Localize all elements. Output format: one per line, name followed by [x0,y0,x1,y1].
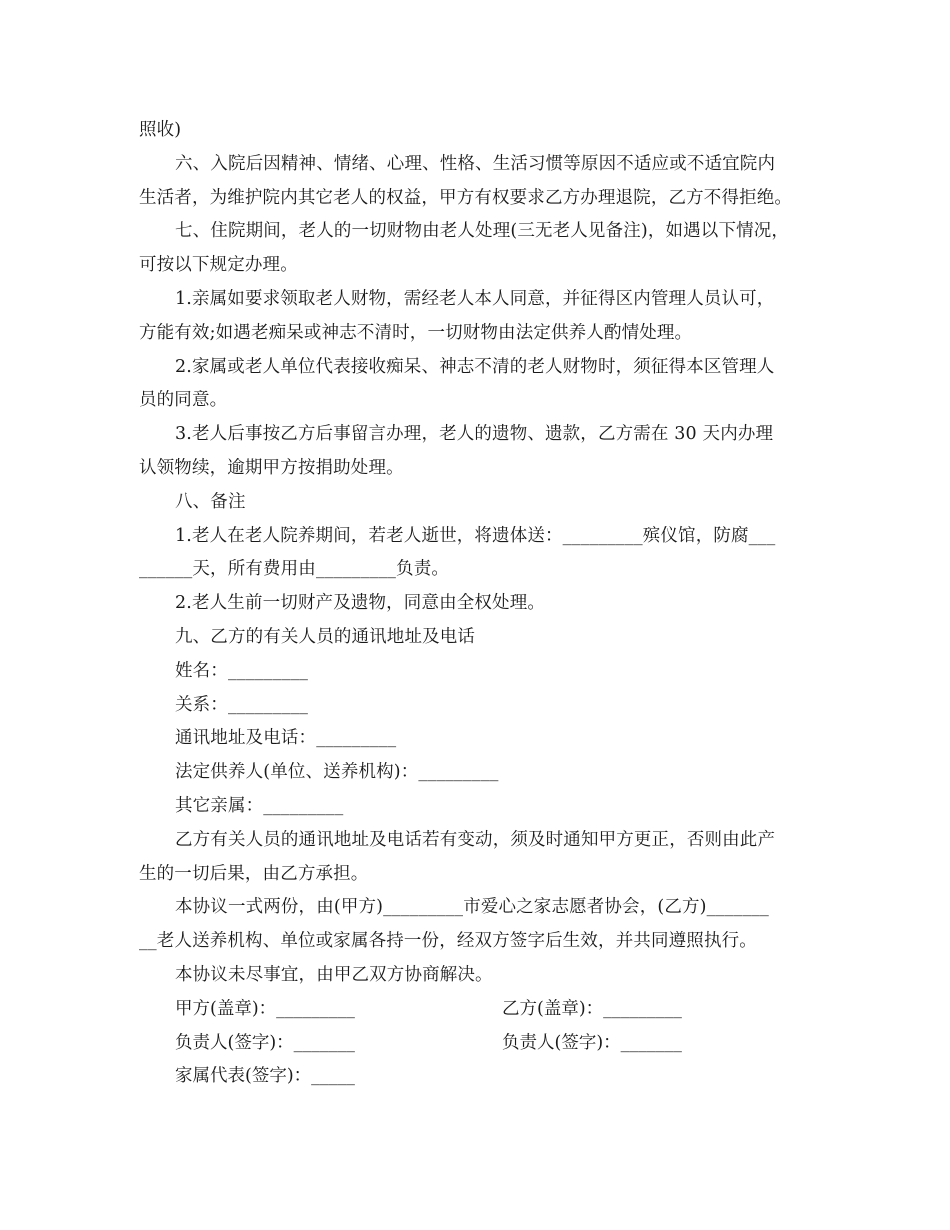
text-line: 认领物续，逾期甲方按捐助处理。 [139,457,404,478]
relation-field-line: 关系：_________ [175,694,309,715]
party-b-seal: 乙方(盖章)：_________ [502,998,682,1019]
party-b-responsible-signature: 负责人(签字)：_______ [502,1032,682,1053]
responsible-signature-row [139,1027,821,1061]
clause-7-item-2: 2.家属或老人单位代表接收痴呆、神志不清的老人财物时，须征得本区管理人 [175,356,775,377]
clause-9-heading: 九、乙方的有关人员的通讯地址及电话 [175,626,476,647]
clause-6-line: 六、入院后因精神、情绪、心理、性格、生活习惯等原因不适应或不适宜院内 [175,153,776,174]
clause-8-heading: 八、备注 [175,491,246,512]
document-body [139,114,821,1094]
text-line: ______天，所有费用由_________负责。 [139,559,449,580]
text-line: 员的同意。 [139,390,228,411]
seal-row [139,993,821,1027]
text-line: __老人送养机构、单位或家属各持一份，经双方签字后生效，并共同遵照执行。 [139,931,757,952]
contact-change-line: 乙方有关人员的通讯地址及电话若有变动，须及时通知甲方更正，否则由此产 [175,829,776,850]
party-a-seal: 甲方(盖章)：_________ [175,998,355,1019]
clause-7-item-3: 3.老人后事按乙方后事留言办理，老人的遗物、遗款，乙方需在 30 天内办理 [175,424,774,445]
family-rep-signature-row [139,1060,821,1094]
text-line: 照收) [139,120,182,140]
clause-7-item-1: 1.亲属如要求领取老人财物，需经老人本人同意，并征得区内管理人员认可， [175,288,775,309]
party-a-responsible-signature: 负责人(签字)：_______ [175,1032,355,1053]
text-line: 方能有效;如遇老痴呆或神志不清时，一切财物由法定供养人酌情处理。 [139,322,693,343]
clause-7-line: 七、住院期间，老人的一切财物由老人处理(三无老人见备注)，如遇以下情况， [175,221,790,242]
text-line: 可按以下规定办理。 [139,255,298,276]
unresolved-matters-line: 本协议未尽事宜，由甲乙双方协商解决。 [175,964,493,985]
copies-clause-line: 本协议一式两份，由(甲方)_________市爱心之家志愿者协会，(乙方)_______ [175,897,769,918]
clause-8-item-2: 2.老人生前一切财产及遗物，同意由全权处理。 [175,593,545,614]
legal-supporter-field-line: 法定供养人(单位、送养机构)：_________ [175,762,499,783]
family-rep-signature: 家属代表(签字)：_____ [175,1066,355,1087]
other-relatives-field-line: 其它亲属：_________ [175,795,344,816]
name-field-line: 姓名：_________ [175,660,309,681]
address-phone-field-line: 通讯地址及电话：_________ [175,728,397,749]
text-line: 生活者，为维护院内其它老人的权益，甲方有权要求乙方办理退院，乙方不得拒绝。 [139,187,793,208]
text-line: 生的一切后果，由乙方承担。 [139,863,369,884]
clause-8-item-1: 1.老人在老人院养期间，若老人逝世，将遗体送：_________殡仪馆，防腐___ [175,525,776,546]
